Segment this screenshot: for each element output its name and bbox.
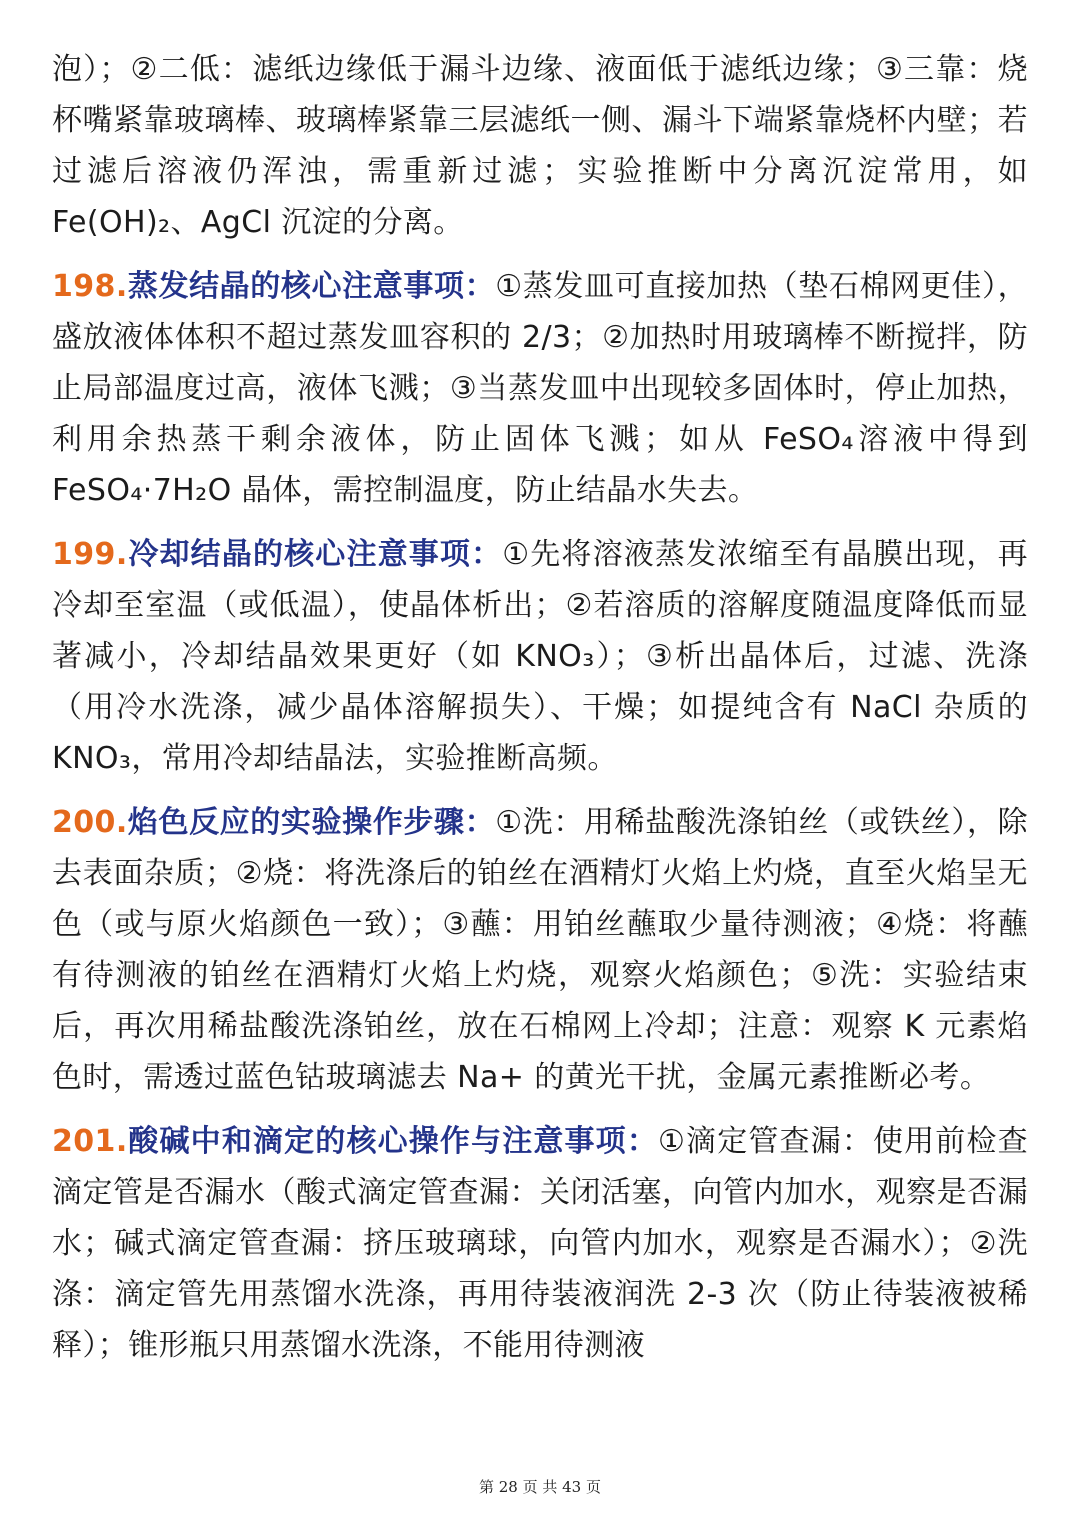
item-199 (52, 529, 1028, 784)
paragraph-continuation (52, 44, 1028, 248)
item-198 (52, 261, 1028, 516)
item-title: 焰色反应的实验操作步骤： (127, 805, 496, 840)
paragraph-text: 泡）；②二低：滤纸边缘低于漏斗边缘、液面低于滤纸边缘；③三靠：烧杯嘴紧靠玻璃棒、玻璃棒紧靠三层滤纸一侧、漏斗下端紧靠烧杯内壁；若过滤后溶液仍浑浊，需重新过滤；实验推断中分离沉淀常用，如 Fe(OH)₂、AgCl 沉淀的分离。 (52, 52, 1028, 240)
item-200 (52, 797, 1028, 1103)
page-footer: 第 28 页 共 43 页 (478, 1478, 601, 1496)
item-number: 198. (52, 269, 128, 304)
item-text: ①先将溶液蒸发浓缩至有晶膜出现，再冷却至室温（或低温），使晶体析出；②若溶质的溶解度随温度降低而显著减小，冷却结晶效果更好（如 KNO₃）；③析出晶体后，过滤、洗涤（用冷水洗涤，减少晶体溶解损失）、干燥；如提纯含有 NaCl 杂质的 KNO₃，常用冷却结晶法，实验推断高频。 (52, 537, 1028, 776)
item-number: 200. (52, 805, 128, 840)
item-text: ①滴定管查漏：使用前检查滴定管是否漏水（酸式滴定管查漏：关闭活塞，向管内加水，观察是否漏水；碱式滴定管查漏：挤压玻璃球，向管内加水，观察是否漏水）；②洗涤：滴定管先用蒸馏水洗涤，再用待装液润洗 2-3 次（防止待装液被稀释）；锥形瓶只用蒸馏水洗涤，不能用待测液 (52, 1124, 1028, 1363)
item-number: 201. (52, 1124, 128, 1159)
item-text: ①蒸发皿可直接加热（垫石棉网更佳），盛放液体体积不超过蒸发皿容积的 2/3；②加热时用玻璃棒不断搅拌，防止局部温度过高，液体飞溅；③当蒸发皿中出现较多固体时，停止加热，利用余热蒸干剩余液体，防止固体飞溅；如从 FeSO₄溶液中得到 FeSO₄·7H₂O 晶体，需控制温度，防止结晶水失去。 (52, 269, 1028, 508)
item-title: 酸碱中和滴定的核心操作与注意事项： (127, 1124, 658, 1159)
item-text: ①洗：用稀盐酸洗涤铂丝（或铁丝），除去表面杂质；②烧：将洗涤后的铂丝在酒精灯火焰上灼烧，直至火焰呈无色（或与原火焰颜色一致）；③蘸：用铂丝蘸取少量待测液；④烧：将蘸有待测液的铂丝在酒精灯火焰上灼烧，观察火焰颜色；⑤洗：实验结束后，再次用稀盐酸洗涤铂丝，放在石棉网上冷却；注意：观察 K 元素焰色时，需透过蓝色钴玻璃滤去 Na+ 的黄光干扰，金属元素推断必考。 (52, 805, 1028, 1095)
item-number: 199. (52, 537, 128, 572)
item-title: 蒸发结晶的核心注意事项： (127, 269, 496, 304)
item-title: 冷却结晶的核心注意事项： (127, 537, 503, 572)
item-201 (52, 1116, 1028, 1371)
